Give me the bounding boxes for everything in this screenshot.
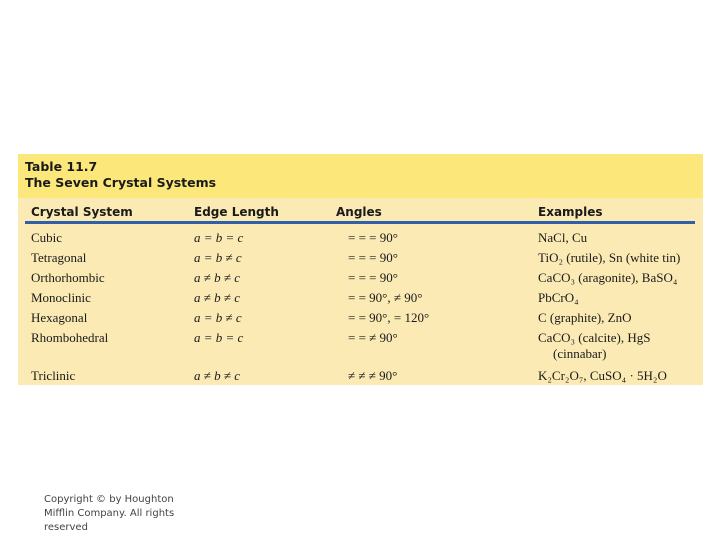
cell-edge-length: a ≠ b ≠ c — [194, 368, 241, 383]
cell-edge-length: a = b = c — [194, 330, 244, 345]
cell-system: Orthorhombic — [31, 270, 105, 285]
cell-examples-continued: (cinnabar) — [553, 346, 607, 361]
cell-system: Hexagonal — [31, 310, 88, 325]
cell-system: Triclinic — [31, 368, 76, 383]
cell-system: Rhombohedral — [31, 330, 109, 345]
cell-examples: CaCO₃ (aragonite), BaSO₄ — [538, 270, 678, 285]
table-row — [18, 228, 703, 248]
copyright-notice: Copyright © by Houghton Mifflin Company. All rights reserved — [44, 494, 175, 533]
cell-examples: TiO₂ (rutile), Sn (white tin) — [538, 250, 681, 265]
column-header-crystal-system: Crystal System — [31, 205, 133, 219]
cell-edge-length: a ≠ b ≠ c — [194, 290, 241, 305]
cell-examples: PbCrO₄ — [538, 290, 579, 305]
table-row — [18, 308, 703, 328]
cell-examples: K₂Cr₂O₇, CuSO₄ · 5H₂O — [538, 368, 667, 383]
column-header-examples: Examples — [538, 205, 603, 219]
cell-angles: = = 90°, ≠ 90° — [348, 290, 423, 305]
cell-angles: = = = 90° — [348, 250, 398, 265]
table-row — [18, 366, 703, 386]
cell-system: Tetragonal — [31, 250, 87, 265]
cell-examples: NaCl, Cu — [538, 230, 588, 245]
cell-angles: = = 90°, = 120° — [348, 310, 430, 325]
cell-examples: CaCO₃ (calcite), HgS — [538, 330, 651, 345]
table-row — [18, 248, 703, 268]
cell-edge-length: a = b = c — [194, 230, 244, 245]
cell-examples: C (graphite), ZnO — [538, 310, 632, 325]
crystal-systems-table — [18, 154, 703, 385]
cell-edge-length: a ≠ b ≠ c — [194, 270, 241, 285]
cell-system: Cubic — [31, 230, 63, 245]
cell-angles: = = = 90° — [348, 270, 398, 285]
table-caption — [18, 154, 703, 198]
cell-edge-length: a = b ≠ c — [194, 250, 242, 265]
cell-system: Monoclinic — [31, 290, 91, 305]
cell-angles: ≠ ≠ ≠ 90° — [348, 368, 398, 383]
cell-angles: = = = 90° — [348, 230, 398, 245]
cell-edge-length: a = b ≠ c — [194, 310, 242, 325]
cell-angles: = = ≠ 90° — [348, 330, 398, 345]
table-row — [18, 268, 703, 288]
header-rule — [25, 221, 695, 224]
table-row — [18, 288, 703, 308]
table-number: Table 11.7 — [25, 159, 98, 174]
column-header-edge-length: Edge Length — [194, 205, 279, 219]
table-title: The Seven Crystal Systems — [25, 175, 217, 190]
column-header-angles: Angles — [336, 205, 382, 219]
table-row — [18, 328, 703, 364]
